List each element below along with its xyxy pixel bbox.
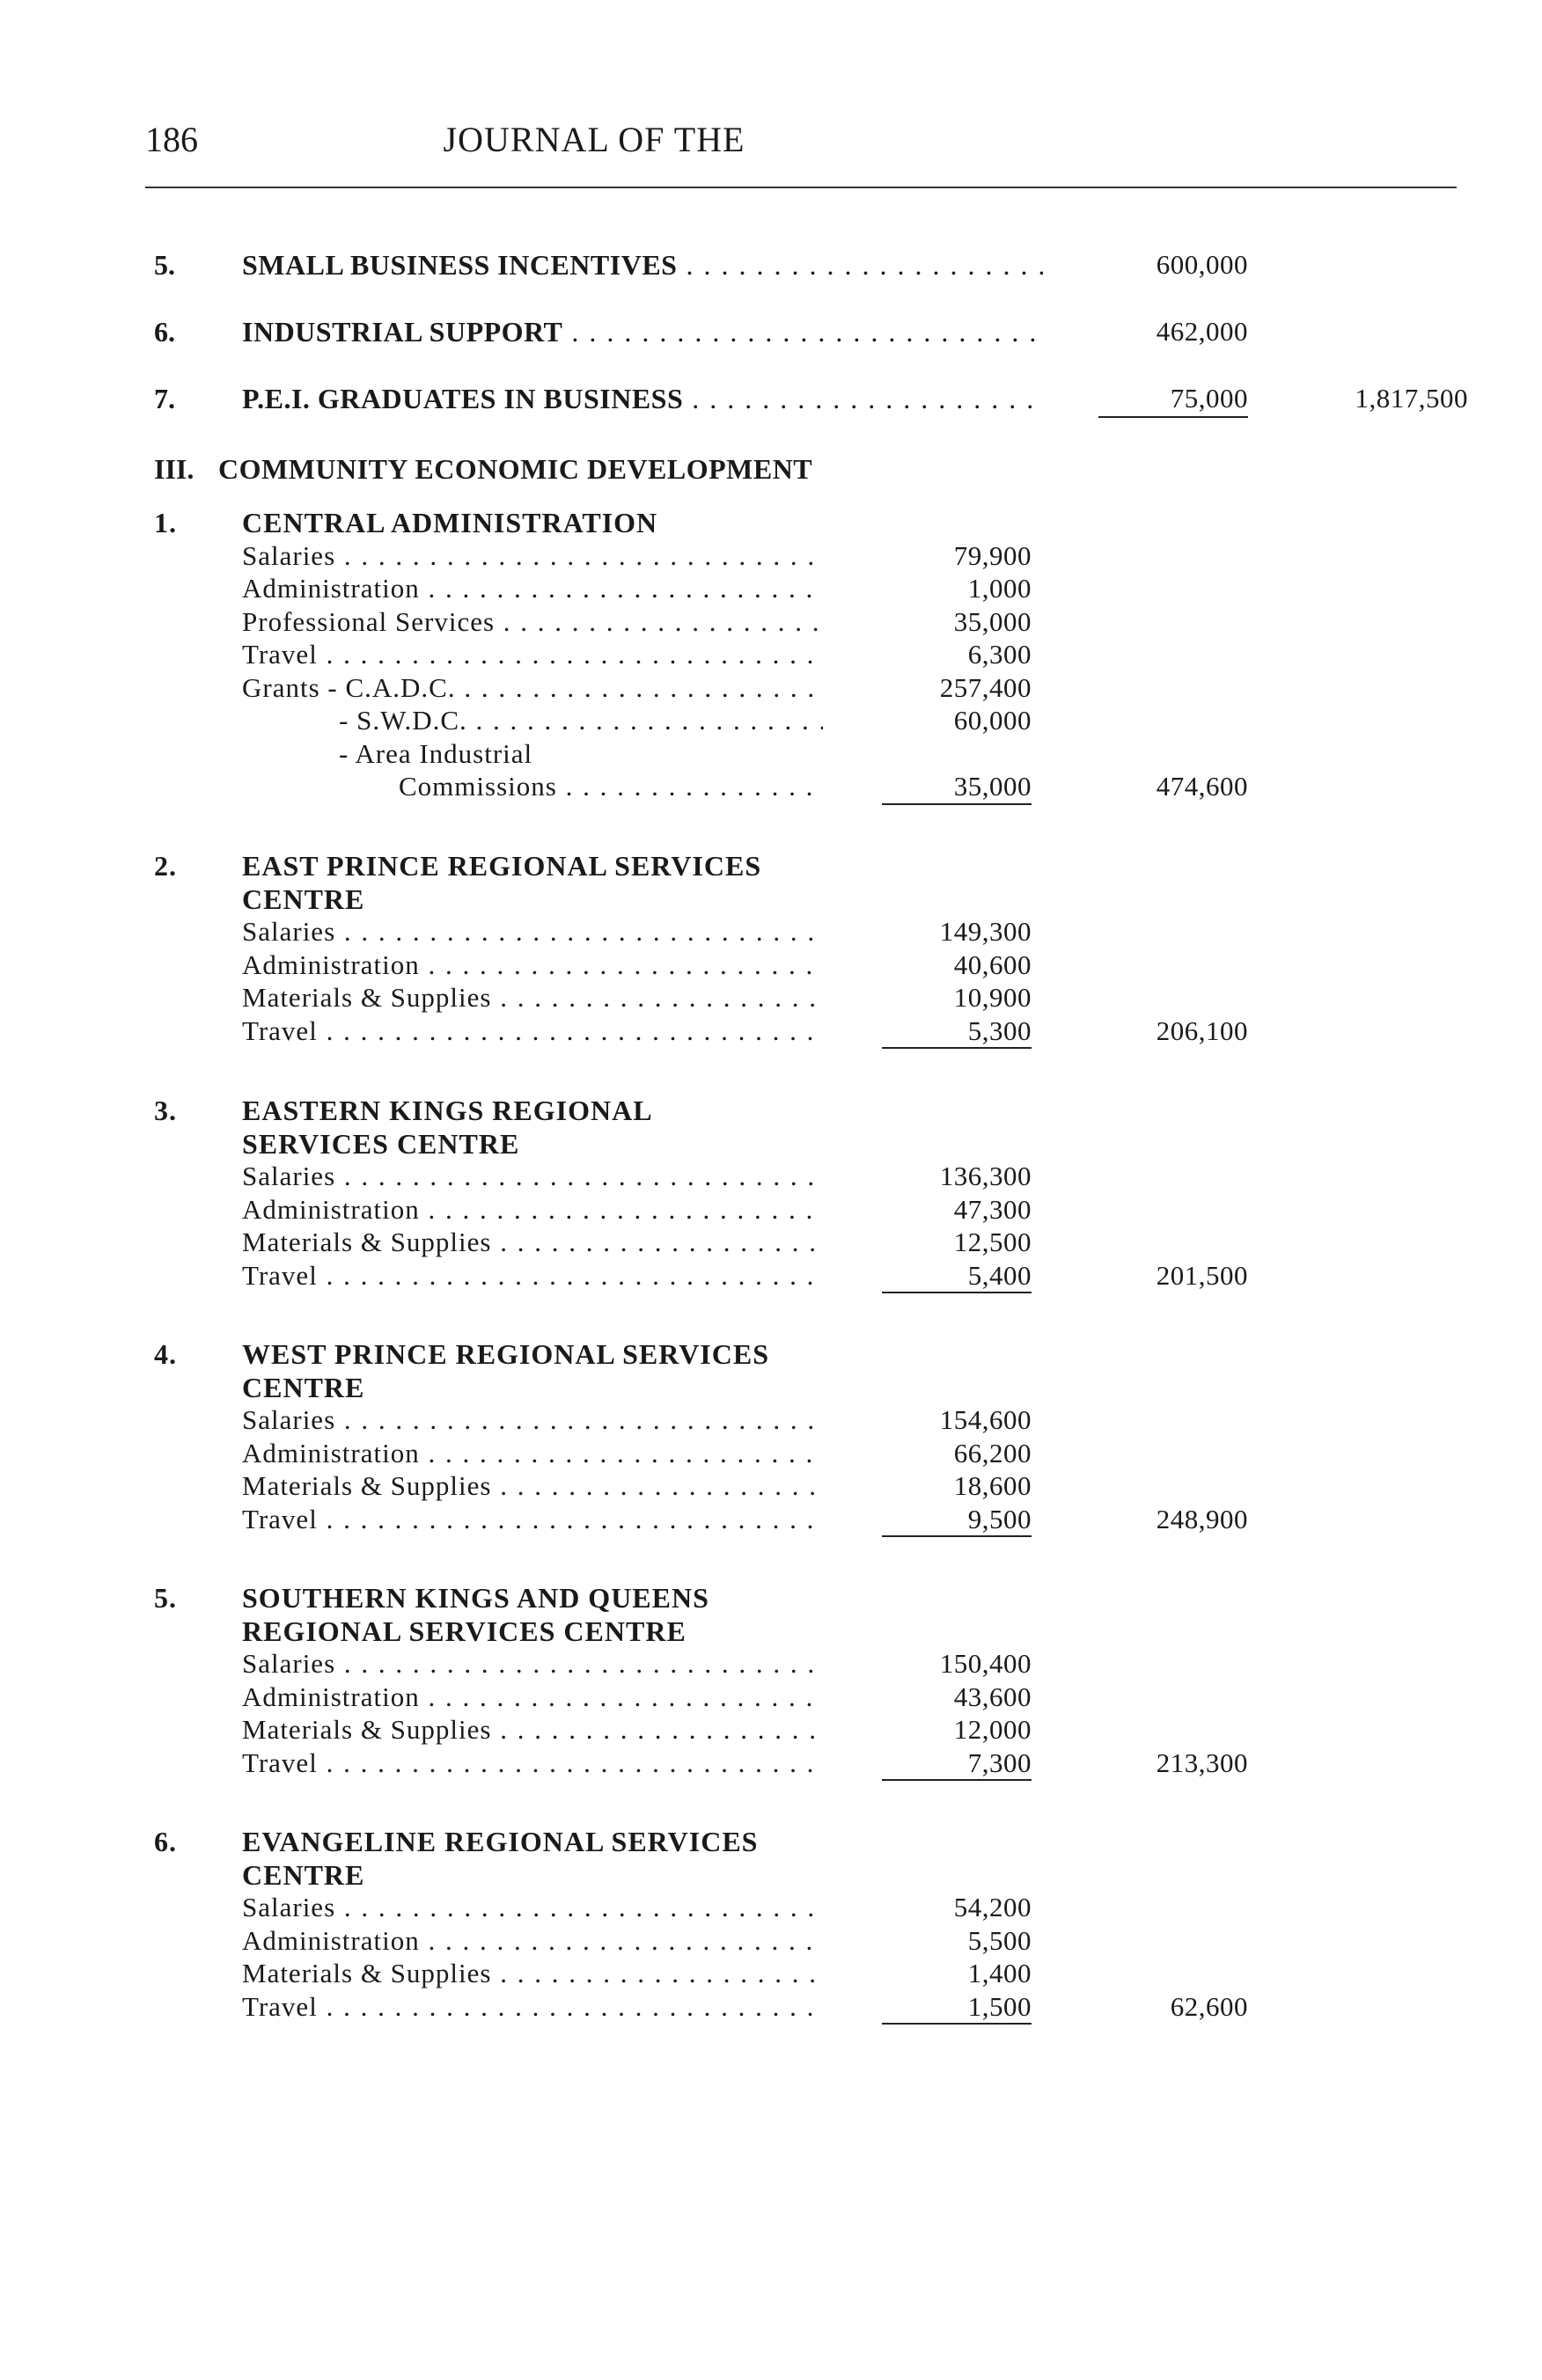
item-amount: 462,000 xyxy=(1156,316,1248,347)
line-label: - S.W.D.C. . . . xyxy=(339,704,823,737)
line-label: Administration . . . xyxy=(242,1437,823,1470)
budget-line xyxy=(0,1891,1542,1924)
group-total: 474,600 xyxy=(1156,771,1248,802)
budget-line xyxy=(0,1957,1542,1990)
group-title: CENTRE xyxy=(242,882,365,915)
group-total: 248,900 xyxy=(1156,1503,1248,1534)
budget-line xyxy=(0,704,1542,737)
group-number: 6. xyxy=(154,1826,177,1857)
line-amount: 5,500 xyxy=(967,1924,1032,1956)
line-amount: 150,400 xyxy=(939,1648,1032,1679)
budget-line xyxy=(0,1990,1542,2024)
line-amount: 12,500 xyxy=(953,1227,1032,1257)
line-label: Grants - C.A.D.C. . . . xyxy=(242,671,823,705)
section-number: III. xyxy=(154,453,195,485)
line-amount: 35,000 xyxy=(953,605,1032,637)
section-heading xyxy=(0,451,1542,487)
item-label: INDUSTRIAL SUPPORT . . . xyxy=(242,314,1043,349)
line-label: Materials & Supplies . . . xyxy=(242,1713,823,1747)
group-number: 3. xyxy=(154,1095,177,1126)
line-label: Administration . . . xyxy=(242,572,823,605)
budget-line xyxy=(0,671,1542,705)
budget-line xyxy=(0,1193,1542,1227)
group-total: 213,300 xyxy=(1156,1747,1248,1778)
budget-line xyxy=(0,981,1542,1014)
line-label: Travel . . . xyxy=(242,638,823,671)
group-title: EAST PRINCE REGIONAL SERVICES xyxy=(242,850,762,882)
line-amount: 154,600 xyxy=(939,1404,1032,1435)
line-amount: 10,900 xyxy=(953,982,1032,1013)
line-amount: 40,600 xyxy=(953,948,1032,980)
budget-line xyxy=(0,1469,1542,1503)
running-title: JOURNAL OF THE xyxy=(443,120,745,159)
line-amount: 9,500 xyxy=(882,1503,1032,1538)
header-rule xyxy=(145,187,1457,188)
line-item xyxy=(0,381,1542,416)
line-amount: 1,000 xyxy=(967,573,1032,604)
line-label: - Area Industrial xyxy=(339,737,533,769)
group-total: 206,100 xyxy=(1156,1014,1248,1046)
group-title: CENTRE xyxy=(242,1858,365,1891)
line-label: Salaries . . . xyxy=(242,1160,823,1193)
line-item xyxy=(0,247,1542,282)
budget-line xyxy=(0,1259,1542,1293)
line-label: Professional Services . . . xyxy=(242,605,823,639)
item-amount: 75,000 xyxy=(1098,381,1248,418)
line-label: Materials & Supplies . . . xyxy=(242,1226,823,1259)
budget-line xyxy=(0,1747,1542,1780)
budget-line xyxy=(0,948,1542,982)
group-total: 201,500 xyxy=(1156,1259,1248,1291)
line-label: Administration . . . xyxy=(242,1681,823,1714)
item-number: 6. xyxy=(154,316,175,348)
group-title: REGIONAL SERVICES CENTRE xyxy=(242,1615,687,1647)
line-amount: 136,300 xyxy=(939,1161,1032,1191)
group-number: 4. xyxy=(154,1338,177,1370)
group-number: 1. xyxy=(154,507,177,538)
budget-line xyxy=(0,1503,1542,1536)
line-label: Salaries . . . xyxy=(242,1403,823,1437)
budget-line xyxy=(0,539,1542,573)
line-label: Travel . . . xyxy=(242,1990,823,2024)
line-label: Salaries . . . xyxy=(242,1647,823,1681)
budget-line xyxy=(0,1226,1542,1259)
line-label: Travel . . . xyxy=(242,1503,823,1536)
line-amount: 1,500 xyxy=(882,1990,1032,2025)
group-number: 2. xyxy=(154,850,177,882)
line-amount: 43,600 xyxy=(953,1681,1032,1712)
line-amount: 1,400 xyxy=(967,1958,1032,1988)
line-label: Salaries . . . xyxy=(242,539,823,573)
budget-line xyxy=(0,1437,1542,1470)
budget-line xyxy=(0,1014,1542,1048)
item-amount: 600,000 xyxy=(1156,249,1248,280)
line-amount: 6,300 xyxy=(967,639,1032,670)
line-amount: 5,400 xyxy=(882,1259,1032,1294)
budget-line xyxy=(0,1713,1542,1747)
line-label: Administration . . . xyxy=(242,1193,823,1227)
line-amount: 79,900 xyxy=(953,539,1032,571)
budget-line xyxy=(0,1160,1542,1193)
budget-line xyxy=(0,638,1542,671)
line-label: Travel . . . xyxy=(242,1259,823,1293)
group-number: 5. xyxy=(154,1582,177,1614)
group-title: SOUTHERN KINGS AND QUEENS xyxy=(242,1582,709,1614)
line-amount: 35,000 xyxy=(882,770,1032,805)
budget-line xyxy=(0,1681,1542,1714)
group-title: EVANGELINE REGIONAL SERVICES xyxy=(242,1826,759,1857)
group-title: CENTRAL ADMINISTRATION xyxy=(242,507,658,538)
item-label: SMALL BUSINESS INCENTIVES . . . xyxy=(242,247,1043,282)
budget-line xyxy=(0,1924,1542,1958)
line-label: Materials & Supplies . . . xyxy=(242,1469,823,1503)
budget-line xyxy=(0,1403,1542,1437)
line-amount: 18,600 xyxy=(953,1470,1032,1501)
line-amount: 7,300 xyxy=(882,1747,1032,1782)
group-title: SERVICES CENTRE xyxy=(242,1127,520,1160)
budget-line xyxy=(0,737,1542,771)
page-header xyxy=(145,119,1457,163)
line-amount: 66,200 xyxy=(953,1437,1032,1468)
line-amount: 60,000 xyxy=(953,705,1032,736)
line-amount: 54,200 xyxy=(953,1892,1032,1922)
line-label: Materials & Supplies . . . xyxy=(242,1957,823,1990)
section-total: 1,817,500 xyxy=(1355,383,1468,414)
budget-line xyxy=(0,605,1542,639)
line-label: Commissions . . . xyxy=(399,770,823,803)
item-number: 5. xyxy=(154,249,175,281)
section-title: COMMUNITY ECONOMIC DEVELOPMENT xyxy=(218,453,813,485)
budget-line xyxy=(0,915,1542,948)
budget-line xyxy=(0,1647,1542,1681)
line-label: Salaries . . . xyxy=(242,1891,823,1924)
line-amount: 47,300 xyxy=(953,1193,1032,1225)
line-label: Administration . . . xyxy=(242,948,823,982)
budget-line xyxy=(0,770,1542,803)
group-title: WEST PRINCE REGIONAL SERVICES xyxy=(242,1338,769,1370)
budget-line xyxy=(0,572,1542,605)
line-amount: 149,300 xyxy=(939,916,1032,947)
group-title: CENTRE xyxy=(242,1371,365,1403)
item-number: 7. xyxy=(154,383,175,414)
line-label: Salaries . . . xyxy=(242,915,823,948)
line-amount: 12,000 xyxy=(953,1714,1032,1745)
item-label: P.E.I. GRADUATES IN BUSINESS . . . xyxy=(242,381,1043,416)
page-number: 186 xyxy=(145,120,198,159)
line-amount: 257,400 xyxy=(939,671,1032,703)
group-total: 62,600 xyxy=(1170,1990,1248,2022)
group-title: EASTERN KINGS REGIONAL xyxy=(242,1095,653,1126)
line-label: Travel . . . xyxy=(242,1014,823,1048)
line-label: Travel . . . xyxy=(242,1747,823,1780)
line-label: Materials & Supplies . . . xyxy=(242,981,823,1014)
line-amount: 5,300 xyxy=(882,1014,1032,1050)
line-item xyxy=(0,314,1542,349)
line-label: Administration . . . xyxy=(242,1924,823,1958)
